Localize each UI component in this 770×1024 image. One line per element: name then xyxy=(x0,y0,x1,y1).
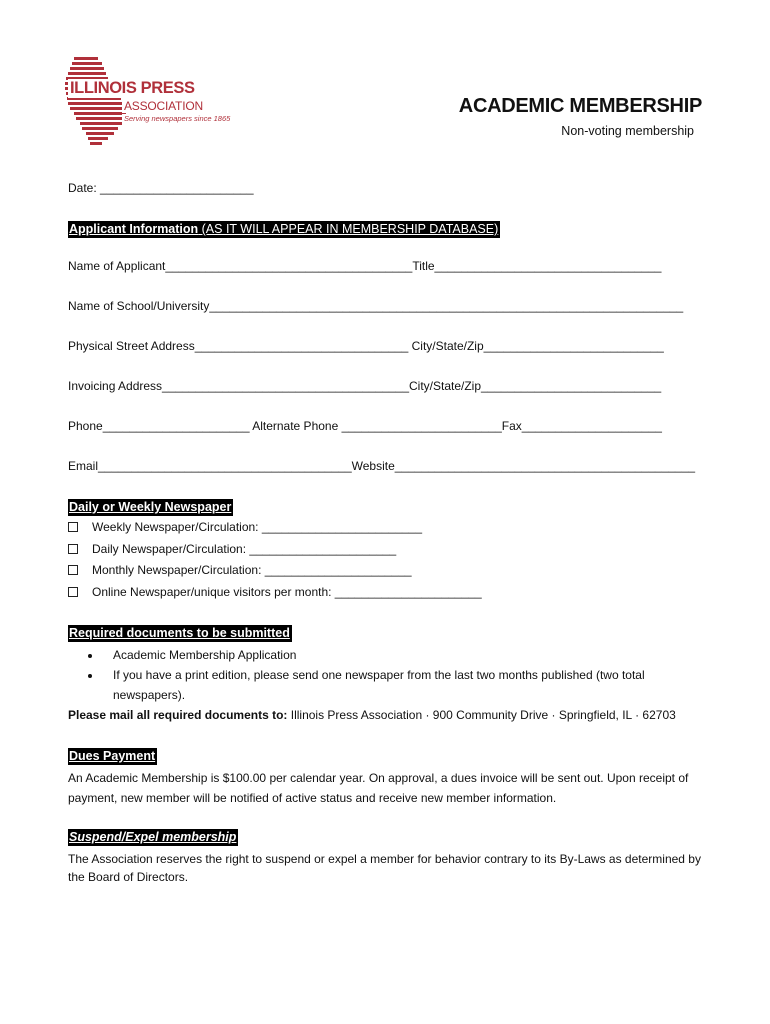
monthly-option[interactable]: Monthly Newspaper/Circulation: ______________________ xyxy=(68,563,412,577)
weekly-option[interactable]: Weekly Newspaper/Circulation: ________________________ xyxy=(68,520,422,534)
checkbox-icon[interactable] xyxy=(68,565,78,575)
page-title: ACADEMIC MEMBERSHIP xyxy=(458,95,702,117)
bullet-icon xyxy=(88,654,92,658)
applicant-heading-label: Applicant Information xyxy=(69,222,199,236)
bullet-continuation: newspapers). xyxy=(113,688,186,702)
suspend-heading: Suspend/Expel membership xyxy=(69,830,237,844)
page-subtitle: Non-voting membership xyxy=(561,124,694,138)
logo-tagline: Serving newspapers since 1865 xyxy=(124,114,231,123)
mail-instructions xyxy=(68,708,676,722)
checkbox-icon[interactable] xyxy=(68,544,78,554)
school-field[interactable]: Name of School/University_______________________________________________________________________ xyxy=(68,299,684,313)
online-option[interactable]: Online Newspaper/unique visitors per month: ______________________ xyxy=(68,585,482,599)
applicant-name-field[interactable]: Name of Applicant_____________________________________Title__________________________________ xyxy=(68,259,662,273)
logo-sub: ASSOCIATION xyxy=(124,99,203,113)
dues-text: An Academic Membership is $100.00 per calendar year. On approval, a dues invoice will be sent out. Upon receipt of payment, new member will be notified of active status and receive new member information. xyxy=(68,771,689,805)
date-field[interactable]: Date: _______________________ xyxy=(68,181,254,195)
newspaper-heading: Daily or Weekly Newspaper xyxy=(69,500,232,514)
ipa-logo xyxy=(62,55,231,150)
checkbox-icon[interactable] xyxy=(68,522,78,532)
applicant-heading-note: (AS IT WILL APPEAR IN MEMBERSHIP DATABASE) xyxy=(198,222,499,236)
mail-label: Please mail all required documents to: xyxy=(68,708,288,722)
mail-address: Illinois Press Association · 900 Community Drive · Springfield, IL · 62703 xyxy=(287,708,676,722)
documents-heading: Required documents to be submitted xyxy=(69,626,290,640)
suspend-text: The Association reserves the right to suspend or expel a member for behavior contrary to its By-Laws as determined by the Board of Directors. xyxy=(68,852,701,884)
invoicing-address-field[interactable]: Invoicing Address_____________________________________City/State/Zip___________________________ xyxy=(68,379,662,393)
checkbox-icon[interactable] xyxy=(68,587,78,597)
logo-name: ILLINOIS PRESS xyxy=(70,79,195,97)
street-address-field[interactable]: Physical Street Address________________________________ City/State/Zip___________________________ xyxy=(68,339,664,353)
dues-heading: Dues Payment xyxy=(69,749,156,763)
email-field[interactable]: Email______________________________________Website_____________________________________________ xyxy=(68,459,696,473)
applicant-heading xyxy=(68,221,500,238)
phone-field[interactable]: Phone______________________ Alternate Phone ________________________Fax_____________________ xyxy=(68,419,662,433)
daily-option[interactable]: Daily Newspaper/Circulation: ______________________ xyxy=(68,542,396,556)
bullet-icon xyxy=(88,674,92,678)
